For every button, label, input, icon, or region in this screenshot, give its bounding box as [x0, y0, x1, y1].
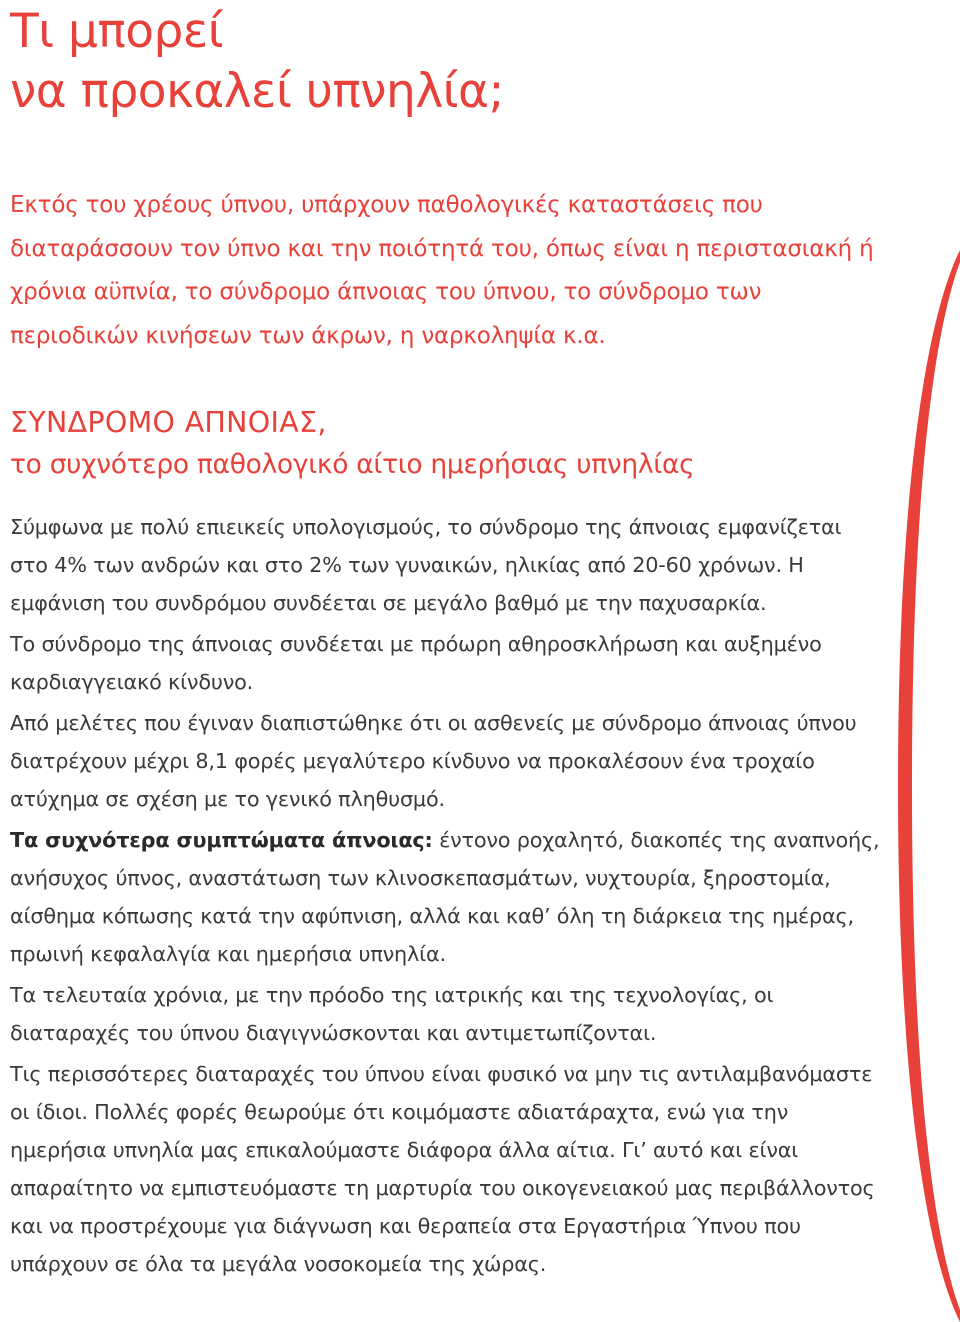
section-heading — [10, 402, 880, 486]
body-paragraph-accidents: Από μελέτες που έγιναν διαπιστώθηκε ότι οι ασθενείς με σύνδρομο άπνοιας ύπνου διατρέχουν μέχρι 8,1 φορές μεγαλύτερο κίνδυνο να προκαλέσουν ένα τροχαίο ατύχημα σε σχέση με το γενικό πληθυσμό. — [10, 711, 857, 811]
section-heading-sub: το συχνότερο παθολογικό αίτιο ημερήσιας υπνηλίας — [10, 449, 695, 480]
symptoms-text: έντονο ροχαλητό, διακοπές της αναπνοής, ανήσυχος ύπνος, αναστάτωση των κλινοσκεπασμάτων, νυχτουρία, ξηροστομία, αίσθημα κόπωσης κατά την αφύπνιση, αλλά και καθ’ όλη τη διάρκεια της ημέρας, πρωινή κεφαλαλγία και ημερήσια υπνηλία. — [10, 828, 880, 966]
section-body — [10, 508, 880, 1283]
body-paragraph-prevalence: Σύμφωνα με πολύ επιεικείς υπολογισμούς, το σύνδρομο της άπνοιας εμφανίζεται στο 4% των ανδρών και στο 2% των γυναικών, ηλικίας από 20-60 χρόνων. Η εμφάνιση του συνδρόμου συνδέεται σε μεγάλο βαθμό με την παχυσαρκία. — [10, 515, 842, 615]
body-paragraph-diagnosis: Τα τελευταία χρόνια, με την πρόοδο της ιατρικής και της τεχνολογίας, οι διαταραχές του ύπνου διαγιγνώσκονται και αντιμετωπίζονται. — [10, 983, 774, 1045]
body-paragraph-awareness: Τις περισσότερες διαταραχές του ύπνου είναι φυσικό να μην τις αντιλαμβανόμαστε οι ίδιοι. Πολλές φορές θεωρούμε ότι κοιμόμαστε αδιατάραχτα, ενώ για την ημερήσια υπνηλία μας επικαλούμαστε διάφορα άλλα αίτια. Γι’ αυτό και είναι απαραίτητο να εμπιστευόμαστε τη μαρτυρία του οικογενειακού μας περιβάλλοντος και να προστρέχουμε για διάγνωση και θεραπεία στα Εργαστήρια Ύπνου που υπάρχουν σε όλα τα μεγάλα νοσοκομεία της χώρας. — [10, 1062, 875, 1276]
body-paragraph-symptoms — [10, 821, 880, 973]
intro-paragraph: Εκτός του χρέους ύπνου, υπάρχουν παθολογικές καταστάσεις που διαταράσσουν τον ύπνο και την ποιότητά του, όπως είναι η περιστασιακή ή χρόνια αϋπνία, το σύνδρομο άπνοιας του ύπνου, το σύνδρομο των περιοδικών κινήσεων των άκρων, η ναρκοληψία κ.α. — [10, 192, 874, 349]
title-line-2: να προκαλεί υπνηλία; — [10, 64, 504, 119]
title-line-1: Τι μπορεί — [10, 4, 224, 59]
section-heading-caps: ΣΥΝΔΡΟΜΟ ΑΠΝΟΙΑΣ, — [10, 406, 327, 439]
decorative-swoosh — [890, 250, 960, 1322]
symptoms-label: Τα συχνότερα συμπτώματα άπνοιας: — [10, 828, 433, 852]
page-content — [10, 0, 880, 1286]
body-paragraph-atherosclerosis: Το σύνδρομο της άπνοιας συνδέεται με πρόωρη αθηροσκλήρωση και αυξημένο καρδιαγγειακό κίνδυνο. — [10, 632, 822, 694]
page-title — [10, 0, 880, 122]
